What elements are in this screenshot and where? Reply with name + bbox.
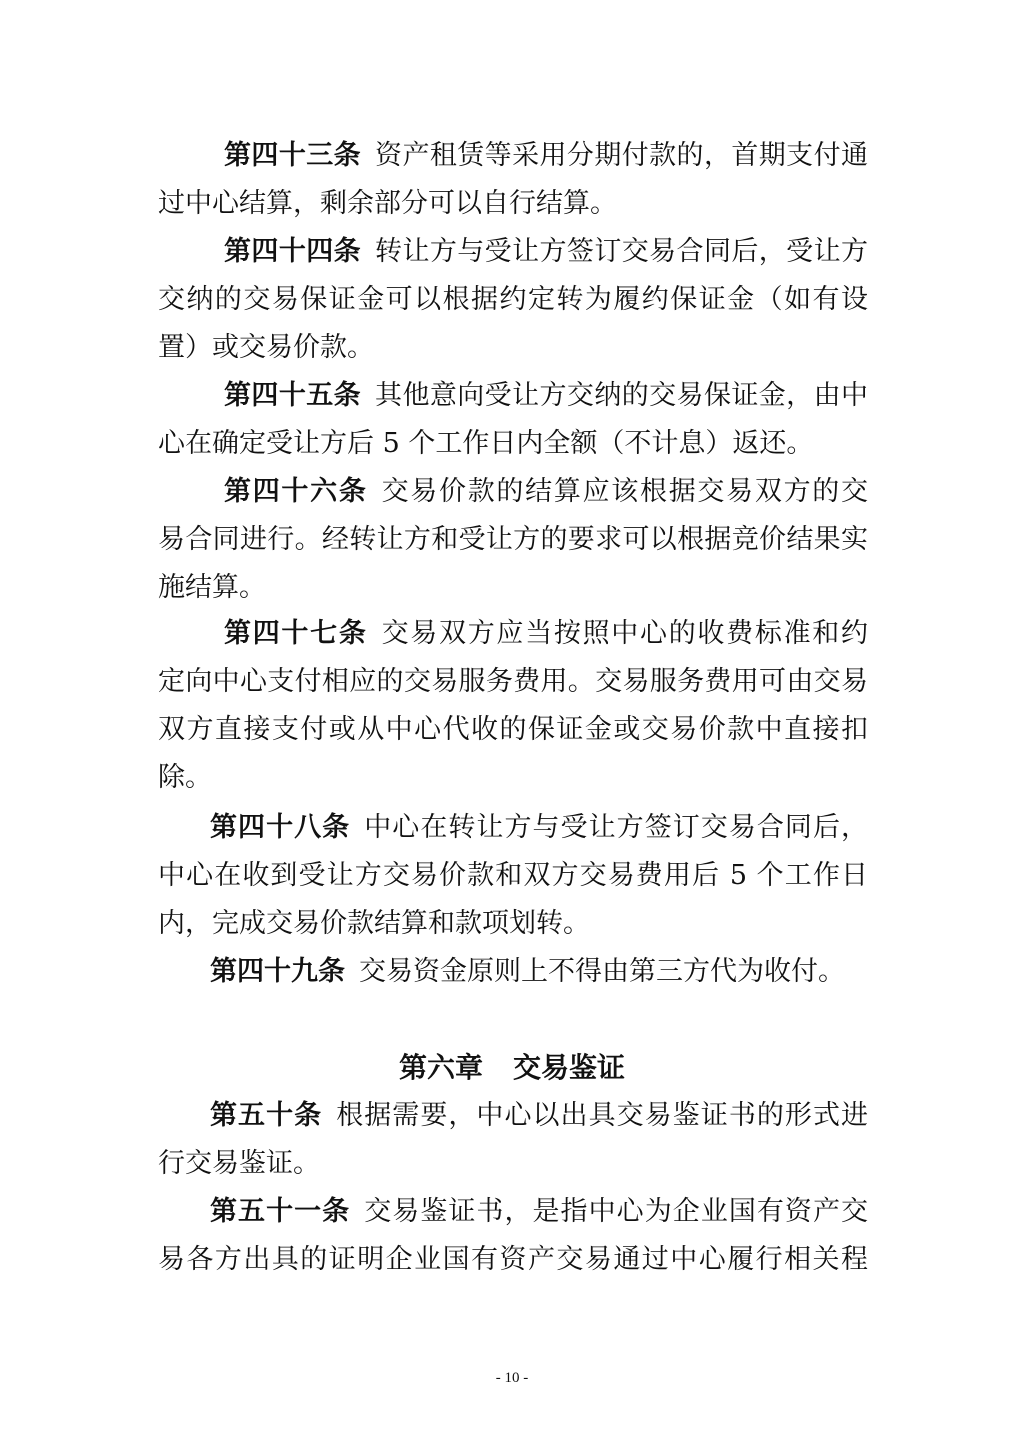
article-47-line-3: 双方直接支付或从中心代收的保证金或交易价款中直接扣	[158, 714, 868, 745]
article-51-label: 第五十一条	[210, 1196, 351, 1227]
article-46-line-2: 易合同进行。经转让方和受让方的要求可以根据竞价结果实	[158, 524, 868, 555]
article-48-label: 第四十八条	[210, 812, 351, 843]
article-47-text: 交易双方应当按照中心的收费标准和约	[381, 618, 868, 649]
article-48-text: 中心在转让方与受让方签订交易合同后，	[364, 812, 868, 843]
article-51-text: 交易鉴证书，是指中心为企业国有资产交	[364, 1196, 868, 1227]
article-49-text: 交易资金原则上不得由第三方代为收付。	[359, 956, 845, 987]
article-44-line-3: 置）或交易价款。	[158, 332, 374, 363]
article-50-line-2: 行交易鉴证。	[158, 1148, 320, 1179]
article-46-label: 第四十六条	[224, 476, 368, 507]
article-49-line-1	[210, 950, 868, 994]
chapter-heading	[0, 1044, 1024, 1092]
article-47-line-1	[224, 612, 868, 656]
article-48-line-2: 中心在收到受让方交易价款和双方交易费用后 5 个工作日	[158, 860, 868, 891]
article-44-text: 转让方与受让方签订交易合同后，受让方	[375, 236, 868, 267]
page-number: - 10 -	[495, 1370, 529, 1386]
article-50-text: 根据需要，中心以出具交易鉴证书的形式进	[336, 1100, 868, 1131]
article-47-line-2: 定向中心支付相应的交易服务费用。交易服务费用可由交易	[158, 666, 868, 697]
article-43-text: 资产租赁等采用分期付款的，首期支付通	[375, 140, 868, 171]
article-47-label: 第四十七条	[224, 618, 368, 649]
article-50-label: 第五十条	[210, 1100, 323, 1131]
article-50-line-1	[210, 1094, 868, 1138]
article-45-line-1	[224, 374, 868, 418]
article-44-line-2: 交纳的交易保证金可以根据约定转为履约保证金（如有设	[158, 284, 868, 315]
article-45-label: 第四十五条	[224, 380, 362, 411]
article-45-line-2: 心在确定受让方后 5 个工作日内全额（不计息）返还。	[158, 428, 814, 459]
article-47-line-4: 除。	[158, 762, 212, 793]
article-46-line-3: 施结算。	[158, 572, 266, 603]
article-43-line-1	[224, 134, 868, 178]
article-49-label: 第四十九条	[210, 956, 345, 987]
article-51-line-1	[210, 1190, 868, 1234]
article-43-line-2: 过中心结算，剩余部分可以自行结算。	[158, 188, 617, 219]
article-48-line-1	[210, 806, 868, 850]
article-45-text: 其他意向受让方交纳的交易保证金，由中	[375, 380, 868, 411]
article-48-line-3: 内，完成交易价款结算和款项划转。	[158, 908, 590, 939]
chapter-title: 交易鉴证	[513, 1051, 626, 1084]
article-43-label: 第四十三条	[224, 140, 362, 171]
article-46-line-1	[224, 470, 868, 514]
article-51-line-2: 易各方出具的证明企业国有资产交易通过中心履行相关程	[158, 1244, 868, 1275]
article-44-line-1	[224, 230, 868, 274]
article-44-label: 第四十四条	[224, 236, 362, 267]
article-46-text: 交易价款的结算应该根据交易双方的交	[381, 476, 868, 507]
chapter-number: 第六章	[398, 1051, 483, 1084]
